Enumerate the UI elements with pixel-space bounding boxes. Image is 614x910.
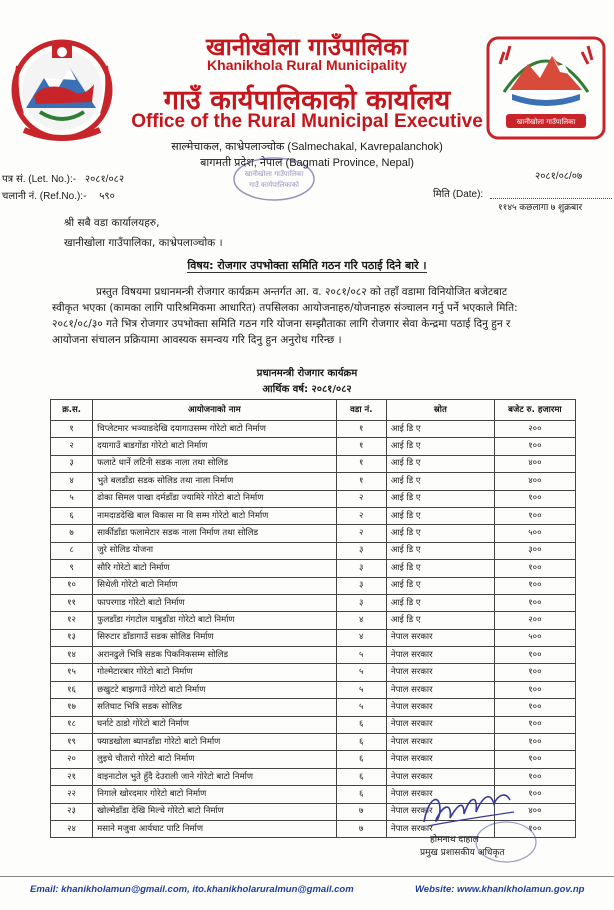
- cell-serial: ५: [51, 490, 93, 507]
- cell-source: आई डि ए: [386, 577, 494, 594]
- cell-source: नेपाल सरकार: [386, 820, 494, 837]
- cell-budget: ३००: [494, 542, 575, 559]
- cell-project-name: दयागाउँ बाडगोंडा गोरेटो बाटो निर्माण: [93, 438, 336, 455]
- cell-serial: २२: [51, 786, 93, 803]
- cell-serial: १: [51, 421, 93, 438]
- table-row: [51, 716, 576, 733]
- cell-budget: १००: [494, 786, 575, 803]
- cell-serial: १९: [51, 734, 93, 751]
- table-row: [51, 612, 576, 629]
- cell-budget: १००: [494, 507, 575, 524]
- cell-project-name: जुरे सोलिड योजना: [93, 542, 336, 559]
- cell-budget: ४००: [494, 455, 575, 472]
- cell-source: नेपाल सरकार: [386, 699, 494, 716]
- cell-project-name: फ्याडखोला ब्यानडाँडा गोरेटो बाटो निर्माण: [93, 734, 336, 751]
- cell-ward: ७: [336, 803, 386, 820]
- table-row: [51, 490, 576, 507]
- reference-number: [2, 188, 115, 202]
- cell-project-name: वाइनाटोल भुते हुँदै देउराली जाने गोरेटो बाटो निर्माण: [93, 768, 336, 785]
- addressee-line-2: खानीखोला गाउँपालिका, काभ्रेपलाञ्चोक ।: [64, 237, 223, 249]
- cell-serial: २४: [51, 820, 93, 837]
- table-row: [51, 577, 576, 594]
- cell-budget: १००: [494, 560, 575, 577]
- cell-project-name: भुते बलडाँडा सडक सोलिड तथा नाला निर्माण: [93, 473, 336, 490]
- table-row: [51, 734, 576, 751]
- cell-ward: २: [336, 490, 386, 507]
- cell-budget: १००: [494, 490, 575, 507]
- cell-budget: ४००: [494, 473, 575, 490]
- cell-ward: ४: [336, 612, 386, 629]
- cell-ward: ६: [336, 734, 386, 751]
- footer-email: Email: khanikholamun@gmail.com, ito.khanikholaruralmun@gmail.com: [30, 884, 354, 895]
- cell-project-name: अरानढुले भित्रि सडक पिकनिकसम्म सोलिड: [93, 647, 336, 664]
- cell-ward: ६: [336, 786, 386, 803]
- cell-source: नेपाल सरकार: [386, 664, 494, 681]
- table-header-row: [51, 400, 576, 421]
- cell-ward: ४: [336, 629, 386, 646]
- cell-budget: ४००: [494, 803, 575, 820]
- cell-source: नेपाल सरकार: [386, 629, 494, 646]
- cell-project-name: सतिघाट भित्रि सडक सोलिड: [93, 699, 336, 716]
- cell-budget: १००: [494, 577, 575, 594]
- table-row: [51, 594, 576, 611]
- cell-source: नेपाल सरकार: [386, 734, 494, 751]
- cell-serial: २: [51, 438, 93, 455]
- table-row: [51, 560, 576, 577]
- projects-table: [50, 399, 576, 838]
- cell-project-name: मसाने मजुवा आर्यघाट पाटि निर्माण: [93, 820, 336, 837]
- cell-project-name: ढोका सिमल पाखा दर्मडाँडा ज्यामिरे गोरेटो बाटो निर्माण: [93, 490, 336, 507]
- header-budget: बजेट रु. हजारमा: [494, 400, 575, 421]
- cell-serial: १५: [51, 664, 93, 681]
- cell-ward: १: [336, 438, 386, 455]
- cell-ward: ६: [336, 751, 386, 768]
- cell-serial: १६: [51, 681, 93, 698]
- cell-source: आई डि ए: [386, 507, 494, 524]
- cell-source: नेपाल सरकार: [386, 716, 494, 733]
- cell-ward: ५: [336, 681, 386, 698]
- cell-source: नेपाल सरकार: [386, 786, 494, 803]
- address-line-1: साल्मेचाकल, काभ्रेपलाञ्चोक (Salmechakal, Kavrepalanchok): [171, 141, 443, 153]
- reference-number-label: चलानी नं. (Ref.No.):-: [2, 191, 87, 202]
- office-name-en: Office of the Rural Municipal Executive: [131, 111, 483, 132]
- cell-budget: १००: [494, 664, 575, 681]
- cell-project-name: सिथेली गोरेटो बाटो निर्माण: [93, 577, 336, 594]
- cell-ward: ५: [336, 664, 386, 681]
- cell-project-name: गोल्मेटारबार गोरेटो बाटो निर्माण: [93, 664, 336, 681]
- table-row: [51, 699, 576, 716]
- cell-serial: १२: [51, 612, 93, 629]
- cell-ward: २: [336, 507, 386, 524]
- table-row: [51, 681, 576, 698]
- table-row: [51, 438, 576, 455]
- cell-source: आई डि ए: [386, 455, 494, 472]
- cell-budget: १००: [494, 438, 575, 455]
- cell-ward: ५: [336, 647, 386, 664]
- cell-budget: ५००: [494, 629, 575, 646]
- letter-subject-text: विषय: रोजगार उपभोक्ता समिति गठन गरि पठाई दिने बारे ।: [187, 259, 427, 272]
- office-stamp-icon: [232, 156, 316, 202]
- cell-ward: १: [336, 421, 386, 438]
- reference-number-value: ५९०: [99, 191, 115, 202]
- municipality-name-en: Khanikhola Rural Municipality: [207, 57, 407, 73]
- cell-serial: ३: [51, 455, 93, 472]
- cell-ward: ३: [336, 594, 386, 611]
- cell-source: नेपाल सरकार: [386, 751, 494, 768]
- cell-source: नेपाल सरकार: [386, 803, 494, 820]
- date-value: २०८१/०८/०७: [535, 171, 583, 182]
- date-secondary: ११४५ कछलागा ७ शुक्रबार: [498, 202, 583, 212]
- cell-ward: ३: [336, 560, 386, 577]
- cell-serial: १३: [51, 629, 93, 646]
- cell-source: आई डि ए: [386, 525, 494, 542]
- table-row: [51, 629, 576, 646]
- cell-source: आई डि ए: [386, 612, 494, 629]
- cell-serial: ६: [51, 507, 93, 524]
- cell-source: आई डि ए: [386, 490, 494, 507]
- letter-number-label: पत्र सं. (Let. No.):-: [2, 174, 77, 185]
- table-row: [51, 507, 576, 524]
- cell-serial: ४: [51, 473, 93, 490]
- cell-serial: १८: [51, 716, 93, 733]
- cell-source: नेपाल सरकार: [386, 647, 494, 664]
- table-row: [51, 525, 576, 542]
- cell-project-name: सिरुटार डाँडागाउँ सडक सोलिड निर्माण: [93, 629, 336, 646]
- header-ward: वडा नं.: [336, 400, 386, 421]
- cell-budget: २००: [494, 421, 575, 438]
- date-label: मिति (Date):: [433, 189, 484, 200]
- body-line-2: स्वीकृत भएका (कामका लागि पारिश्रमिकमा आधारित) तपसिलका आयोजनाहरु/योजनाहरु संञ्चालन गर्नु पर्ने भएकाले मिति:: [52, 302, 518, 314]
- cell-serial: २०: [51, 751, 93, 768]
- addressee-line-1: श्री सबै वडा कार्यालयहरु,: [64, 217, 160, 229]
- header-serial: क्र.स.: [51, 400, 93, 421]
- cell-budget: १००: [494, 820, 575, 837]
- cell-project-name: खोल्मेडाँडा देखि मिल्चे गोरेटो बाटो निर्माण: [93, 803, 336, 820]
- cell-project-name: चिप्लेटमार भञ्याङदेखि दयागाउसम्म गोरेटो बाटो निर्माण: [93, 421, 336, 438]
- cell-ward: ५: [336, 699, 386, 716]
- table-row: [51, 751, 576, 768]
- footer-divider: [0, 876, 614, 877]
- address-line-2: बागमती प्रदेश, नेपाल (Bagmati Province, Nepal): [200, 157, 414, 169]
- letter-number-value: २०८१/०८२: [84, 174, 125, 185]
- cell-serial: १४: [51, 647, 93, 664]
- cell-ward: ६: [336, 716, 386, 733]
- cell-ward: ३: [336, 542, 386, 559]
- cell-budget: १००: [494, 647, 575, 664]
- cell-ward: १: [336, 455, 386, 472]
- cell-serial: २३: [51, 803, 93, 820]
- cell-source: आई डि ए: [386, 594, 494, 611]
- cell-budget: १००: [494, 751, 575, 768]
- cell-project-name: फलाटे धार्ने लटिनी सडक नाला तथा सोलिड: [93, 455, 336, 472]
- cell-ward: २: [336, 525, 386, 542]
- table-row: [51, 647, 576, 664]
- table-row: [51, 542, 576, 559]
- office-name-np: गाउँ कार्यपालिकाको कार्यालय: [163, 85, 451, 116]
- cell-budget: १००: [494, 716, 575, 733]
- stamp-text-1: खानीखोला गाउँपालिका: [244, 170, 304, 178]
- program-title: प्रधानमन्त्री रोजगार कार्यक्रम: [256, 368, 358, 379]
- cell-serial: ८: [51, 542, 93, 559]
- cell-source: नेपाल सरकार: [386, 768, 494, 785]
- cell-project-name: निगाले खोरदमार गोरेटो बाटो निर्माण: [93, 786, 336, 803]
- signature-stamp-icon: [474, 820, 538, 864]
- cell-serial: ७: [51, 525, 93, 542]
- logo-text: खानीखोला गाउँपालिका: [516, 118, 576, 126]
- cell-serial: १७: [51, 699, 93, 716]
- cell-serial: २१: [51, 768, 93, 785]
- footer-website: Website: www.khanikholamun.gov.np: [415, 884, 585, 895]
- municipality-name-np: खानीखोला गाउँपालिका: [206, 33, 408, 61]
- cell-project-name: नामदाडदेखि बाल विकास मा वि सम्म गोरेटो बाटो निर्माण: [93, 507, 336, 524]
- cell-serial: १०: [51, 577, 93, 594]
- table-row: [51, 421, 576, 438]
- cell-budget: १००: [494, 768, 575, 785]
- date-underline: [490, 198, 612, 199]
- cell-source: आई डि ए: [386, 473, 494, 490]
- cell-source: नेपाल सरकार: [386, 681, 494, 698]
- table-row: [51, 473, 576, 490]
- cell-project-name: फुलडाँडा गंगटोल याबुडाँडा गोरेटो बाटो निर्माण: [93, 612, 336, 629]
- table-row: [51, 768, 576, 785]
- header-project-name: आयोजनाको नाम: [93, 400, 336, 421]
- letter-number: [2, 171, 124, 185]
- cell-budget: १००: [494, 681, 575, 698]
- cell-budget: १००: [494, 734, 575, 751]
- body-line-4: आयोजना संचालन प्रक्रियामा आवस्यक समन्वय गरि दिनु हुन अनुरोध गरिन्छ ।: [52, 334, 342, 346]
- body-line-1: प्रस्तुत विषयमा प्रधानमन्त्री रोजगार कार्यक्रम अन्तर्गत आ. व. २०८१/०८२ को तहाँ वडामा विनियोजित बजेटबाट: [96, 286, 508, 298]
- cell-budget: १००: [494, 699, 575, 716]
- cell-budget: ५००: [494, 525, 575, 542]
- cell-project-name: घर्नाटे ठाडो गोरेटो बाटो निर्माण: [93, 716, 336, 733]
- cell-project-name: सौरि गोरेटो बाटो निर्माण: [93, 560, 336, 577]
- cell-project-name: छखुटटे बाझगाउँ गोरेटो बाटो निर्माण: [93, 681, 336, 698]
- header-source: स्रोत: [386, 400, 494, 421]
- cell-ward: ६: [336, 768, 386, 785]
- signatory-name: होमनाथ दाहाल: [430, 835, 479, 845]
- cell-source: आई डि ए: [386, 438, 494, 455]
- body-line-3: २०८१/०८/३० गते भित्र रोजगार उपभोक्ता समिति गठन गरि योजना सम्झौताका लागि रोजगार सेवा केन्द्रमा पठाई दिनु हुन र: [52, 318, 511, 330]
- program-subtitle: आर्थिक वर्ष: २०८१/०८२: [262, 384, 352, 395]
- cell-project-name: फापरगाड गोरेटो बाटो निर्माण: [93, 594, 336, 611]
- cell-source: आई डि ए: [386, 560, 494, 577]
- cell-serial: ११: [51, 594, 93, 611]
- cell-ward: ३: [336, 577, 386, 594]
- cell-serial: ९: [51, 560, 93, 577]
- cell-source: आई डि ए: [386, 421, 494, 438]
- table-row: [51, 455, 576, 472]
- cell-ward: ७: [336, 820, 386, 837]
- signatory-title: प्रमुख प्रशासकीय अधिकृत: [420, 848, 505, 858]
- cell-project-name: सार्कीडाँडा फलामेटार सडक नाला निर्माण तथा सोलिड: [93, 525, 336, 542]
- cell-budget: २००: [494, 612, 575, 629]
- cell-source: आई डि ए: [386, 542, 494, 559]
- table-row: [51, 664, 576, 681]
- cell-project-name: लुइचे चौतारो गोरेटो बाटो निर्माण: [93, 751, 336, 768]
- stamp-text-2: गाउँ कार्यपालिकाको: [249, 181, 299, 189]
- cell-budget: १००: [494, 594, 575, 611]
- letter-subject: [0, 258, 614, 273]
- cell-ward: १: [336, 473, 386, 490]
